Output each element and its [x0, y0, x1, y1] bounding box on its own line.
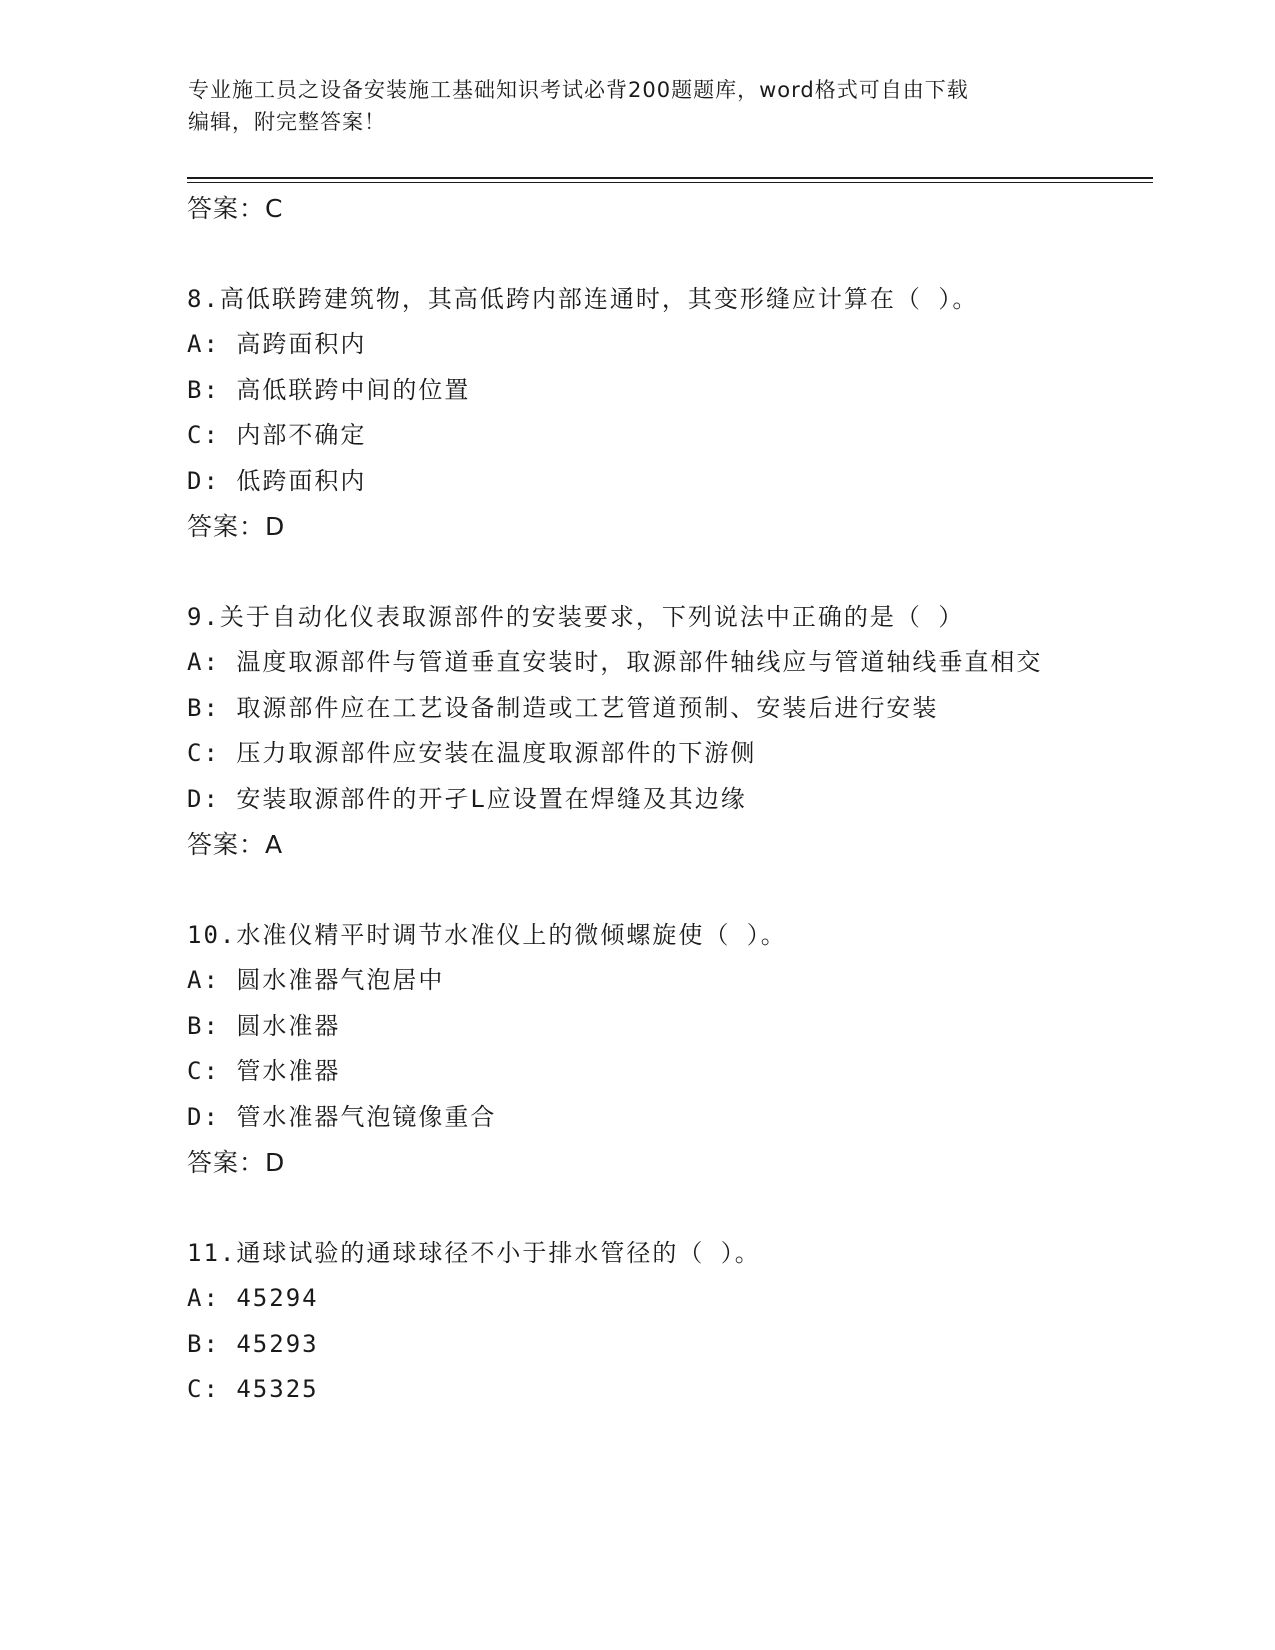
question-block [187, 277, 1087, 550]
option-a: A: 温度取源部件与管道垂直安装时，取源部件轴线应与管道轴线垂直相交 [187, 648, 1043, 676]
question-list [187, 186, 1087, 1413]
prev-answer: 答案：C [187, 194, 284, 223]
question-stem: 9.关于自动化仪表取源部件的安装要求，下列说法中正确的是（ ） [187, 602, 965, 631]
header-line-2: 编辑，附完整答案！ [188, 110, 386, 134]
option-b: B: 45293 [187, 1329, 319, 1358]
question-stem: 11.通球试验的通球球径不小于排水管径的（ ）。 [187, 1238, 761, 1267]
spacer [187, 232, 1087, 277]
spacer [187, 868, 1087, 913]
question-block [187, 913, 1087, 1186]
question-block [187, 1231, 1087, 1413]
page-header [188, 74, 1068, 138]
option-d: D: 安装取源部件的开孑L应设置在焊缝及其边缘 [187, 784, 747, 813]
answer-line: 答案：A [187, 830, 284, 859]
spacer [187, 550, 1087, 595]
spacer [187, 1186, 1087, 1231]
header-rule-thick [187, 177, 1153, 179]
question-stem: 10.水准仪精平时调节水准仪上的微倾螺旋使（ ）。 [187, 920, 787, 949]
option-c: C: 内部不确定 [187, 421, 367, 449]
option-b: B: 取源部件应在工艺设备制造或工艺管道预制、安装后进行安装 [187, 693, 939, 722]
answer-line: 答案：D [187, 512, 286, 541]
option-d: D: 管水准器气泡镜像重合 [187, 1102, 497, 1131]
option-c: C: 管水准器 [187, 1057, 341, 1085]
option-c: C: 45325 [187, 1375, 319, 1403]
option-b: B: 高低联跨中间的位置 [187, 375, 471, 404]
option-a: A: 高跨面积内 [187, 330, 367, 358]
option-c: C: 压力取源部件应安装在温度取源部件的下游侧 [187, 739, 757, 767]
option-a: A: 圆水准器气泡居中 [187, 966, 445, 994]
answer-line: 答案：D [187, 1148, 286, 1177]
option-b: B: 圆水准器 [187, 1011, 341, 1040]
option-a: A: 45294 [187, 1284, 319, 1312]
question-stem: 8.高低联跨建筑物，其高低跨内部连通时，其变形缝应计算在（ ）。 [187, 284, 979, 313]
option-d: D: 低跨面积内 [187, 466, 367, 495]
header-line-1: 专业施工员之设备安装施工基础知识考试必背200题题库，word格式可自由下载 [188, 78, 969, 102]
question-block [187, 595, 1087, 868]
header-rule-thin [187, 182, 1153, 183]
